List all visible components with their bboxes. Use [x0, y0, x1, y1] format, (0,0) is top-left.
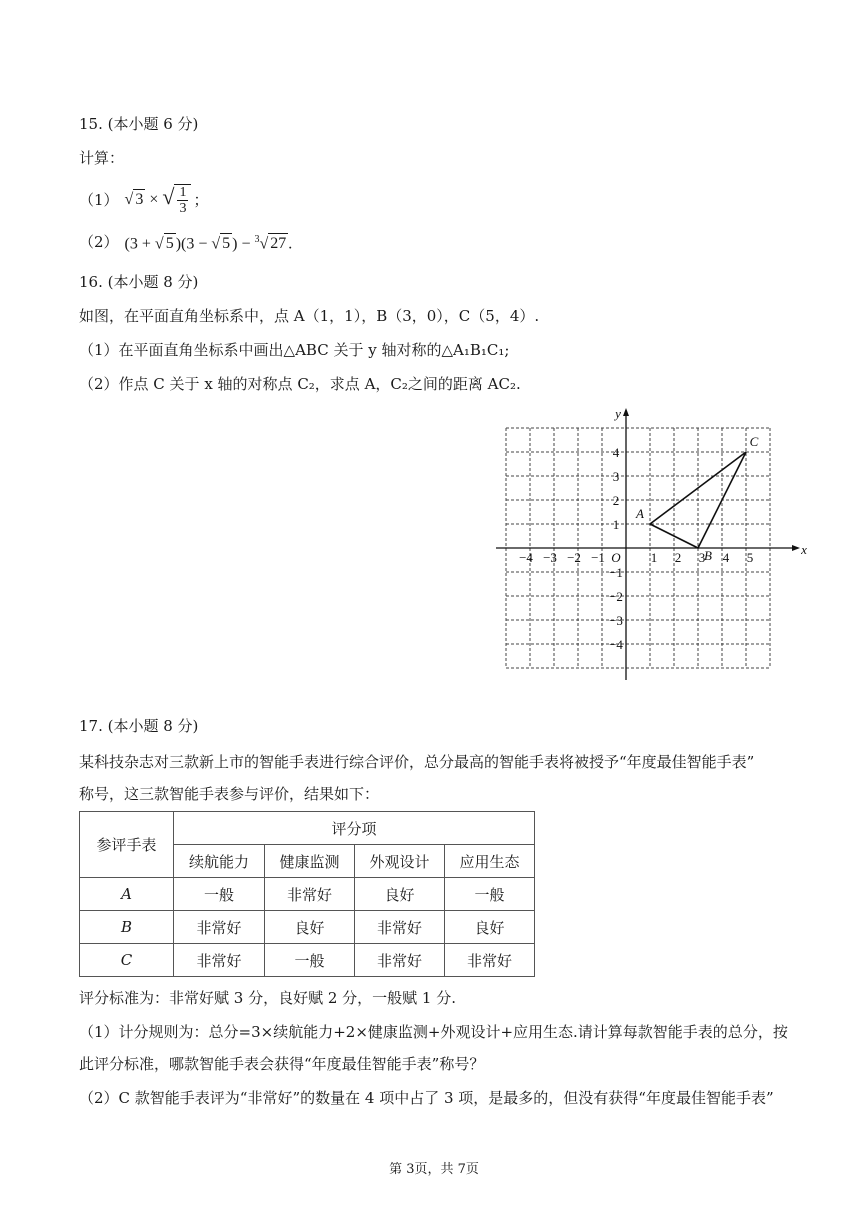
table-cell: 非常好 — [174, 944, 265, 977]
y-tick-label: −3 — [609, 613, 623, 628]
page-footer: 第 3页，共 7页 — [389, 1162, 479, 1177]
radicand-3: 3 — [135, 191, 144, 209]
table-cell: 一般 — [445, 878, 535, 911]
table-cell: 良好 — [355, 878, 445, 911]
fraction-denominator: 3 — [179, 201, 187, 216]
table-cell: 一般 — [265, 944, 355, 977]
radicand-5: 5 — [222, 235, 231, 253]
row-header-cell: 参评手表 — [80, 812, 174, 878]
q16-intro: 如图，在平面直角坐标系中，点 A（1，1），B（3，0），C（5，4）. — [79, 307, 540, 325]
table-header-row — [80, 812, 535, 845]
column-header: 外观设计 — [355, 845, 445, 878]
table-cell: 非常好 — [174, 911, 265, 944]
point-label-a: A — [636, 506, 644, 521]
expr-part: ) − — [232, 235, 255, 253]
y-tick-label: 3 — [612, 469, 620, 484]
x-tick-label: 1 — [650, 550, 658, 565]
point-label-b: B — [704, 548, 712, 563]
group-header-cell: 评分项 — [174, 812, 535, 845]
radicand-5: 5 — [165, 235, 174, 253]
y-axis-label: y — [615, 406, 621, 421]
q17-part2-line1: （2）C 款智能手表评为“非常好”的数量在 4 项中占了 3 项，是最多的，但没有获得“年度最佳智能手表” — [79, 1089, 774, 1107]
expr-part: (3 + — [124, 235, 155, 253]
y-tick-label: −1 — [609, 565, 623, 580]
table-row — [80, 878, 535, 911]
y-tick-label: 2 — [612, 493, 620, 508]
q17-intro-line1: 某科技杂志对三款新上市的智能手表进行综合评价，总分最高的智能手表将被授予“年度最佳智能手表” — [79, 753, 755, 771]
y-tick-label: 4 — [612, 445, 620, 460]
q17-standard: 评分标准为：非常好赋 3 分，良好赋 2 分，一般赋 1 分. — [79, 989, 457, 1007]
fraction-one-third — [177, 185, 188, 216]
q17-part1-line2: 此评分标准，哪款智能手表会获得“年度最佳智能手表”称号？ — [79, 1055, 485, 1073]
x-axis-arrow — [792, 545, 800, 551]
table-row — [80, 944, 535, 977]
x-tick-label: −1 — [591, 550, 605, 565]
table-row — [80, 911, 535, 944]
x-tick-label: 5 — [746, 550, 754, 565]
table-cell: 非常好 — [445, 944, 535, 977]
x-tick-label: −4 — [519, 550, 533, 565]
origin-label: O — [611, 550, 621, 565]
q15-part2 — [79, 230, 292, 254]
table-cell: 良好 — [265, 911, 355, 944]
table-cell: 一般 — [174, 878, 265, 911]
x-axis-label: x — [801, 542, 807, 557]
column-header: 续航能力 — [174, 845, 265, 878]
x-tick-label: 3 — [698, 550, 706, 565]
times-sign: × — [149, 191, 159, 209]
q17-intro-line2: 称号，这三款智能手表参与评价，结果如下： — [79, 785, 380, 803]
q15-part2-label: （2） — [79, 233, 119, 252]
radicand-27: 27 — [270, 235, 287, 253]
q15-header: 15. (本小题 6 分) — [79, 115, 199, 133]
q17-header: 17. (本小题 8 分) — [79, 717, 199, 735]
q15-part1-expr: √ 3 × √ $\frac{1}{3}$ — [125, 184, 192, 216]
fraction-numerator: 1 — [179, 185, 187, 200]
column-header: 健康监测 — [265, 845, 355, 878]
q16-part1: （1）在平面直角坐标系中画出△ABC 关于 y 轴对称的△A₁B₁C₁; — [79, 341, 510, 359]
expr-part: )(3 − — [175, 235, 212, 253]
q15-part2-expr: (3 + √ 5 )(3 − √ 5 ) − $^3$√ 27 . — [124, 234, 293, 253]
y-tick-label: −2 — [609, 589, 623, 604]
tick-labels — [519, 406, 807, 652]
q16-header: 16. (本小题 8 分) — [79, 273, 199, 291]
q16-part2: （2）作点 C 关于 x 轴的对称点 C₂，求点 A，C₂之间的距离 AC₂. — [79, 375, 521, 393]
q15-part1 — [79, 180, 208, 220]
score-table — [79, 811, 535, 977]
x-tick-label: 2 — [674, 550, 682, 565]
table-cell: 非常好 — [265, 878, 355, 911]
table-cell: 良好 — [445, 911, 535, 944]
x-tick-label: 4 — [722, 550, 730, 565]
column-header: 应用生态 — [445, 845, 535, 878]
y-tick-label: 1 — [612, 517, 620, 532]
root-index: 3 — [254, 234, 260, 245]
coordinate-graph — [490, 396, 810, 686]
q17-part1-line1: （1）计分规则为：总分=3×续航能力+2×健康监测+外观设计+应用生态.请计算每款智能手表的总分，按 — [79, 1023, 788, 1041]
q15-part1-label: （1） — [79, 191, 119, 209]
expr-end: . — [288, 235, 293, 253]
x-tick-label: −3 — [543, 550, 557, 565]
q15-part1-end: ； — [193, 191, 209, 209]
table-cell: 非常好 — [355, 911, 445, 944]
row-name: A — [80, 878, 174, 911]
y-axis-arrow — [623, 408, 629, 416]
row-name: B — [80, 911, 174, 944]
q15-intro: 计算： — [79, 149, 125, 167]
row-name: C — [80, 944, 174, 977]
x-tick-label: −2 — [567, 550, 581, 565]
point-label-c: C — [749, 434, 759, 449]
y-tick-label: −4 — [609, 637, 623, 652]
table-cell: 非常好 — [355, 944, 445, 977]
